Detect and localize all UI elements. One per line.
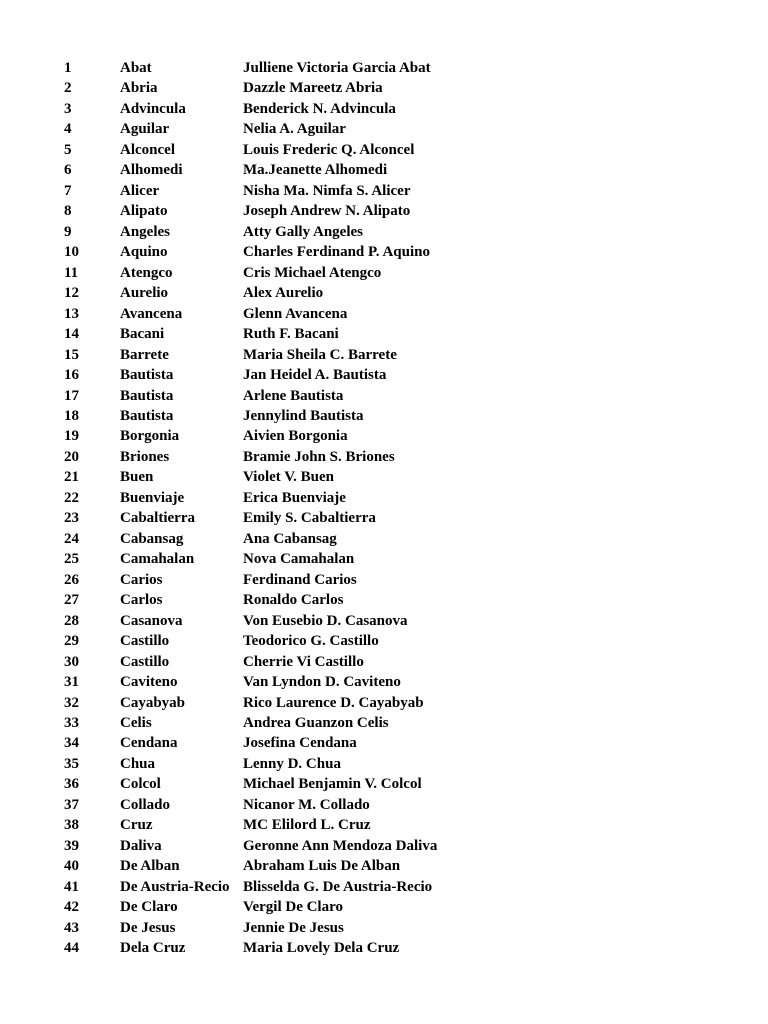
table-row: [64, 672, 744, 692]
row-number: 20: [64, 448, 79, 465]
table-row: [64, 467, 744, 487]
full-name-cell: Nelia A. Aguilar: [243, 121, 346, 138]
table-row: [64, 58, 744, 78]
table-row: [64, 836, 744, 856]
table-row: [64, 795, 744, 815]
surname-cell: De Austria-Recio: [120, 878, 230, 895]
surname-cell: Alipato: [120, 203, 168, 220]
table-row: [64, 652, 744, 672]
surname-cell: Cabaltierra: [120, 510, 195, 527]
table-row: [64, 222, 744, 242]
row-number: 4: [64, 121, 72, 138]
surname-cell: Collado: [120, 796, 171, 813]
surname-cell: Alconcel: [120, 141, 175, 158]
surname-cell: Carlos: [120, 592, 163, 609]
surname-cell: Alhomedi: [120, 162, 183, 179]
table-row: [64, 283, 744, 303]
full-name-cell: Nova Camahalan: [243, 551, 355, 568]
full-name-cell: Abraham Luis De Alban: [243, 858, 401, 875]
full-name-cell: Lenny D. Chua: [243, 755, 341, 772]
row-number: 26: [64, 571, 79, 588]
row-number: 31: [64, 674, 79, 691]
surname-cell: Avancena: [120, 305, 183, 322]
surname-cell: Abat: [120, 60, 152, 76]
full-name-cell: Vergil De Claro: [243, 899, 343, 916]
surname-cell: Atengco: [120, 264, 173, 281]
full-name-cell: Jennie De Jesus: [243, 919, 344, 936]
row-number: 19: [64, 428, 79, 445]
row-number: 9: [64, 223, 72, 240]
surname-cell: Bautista: [120, 387, 174, 404]
table-row: [64, 140, 744, 160]
full-name-cell: Michael Benjamin V. Colcol: [243, 776, 422, 793]
row-number: 15: [64, 346, 79, 363]
full-name-cell: Nisha Ma. Nimfa S. Alicer: [243, 182, 411, 199]
full-name-cell: Erica Buenviaje: [243, 489, 346, 506]
row-number: 21: [64, 469, 79, 486]
table-row: [64, 611, 744, 631]
row-number: 11: [64, 264, 79, 281]
surname-cell: Abria: [120, 80, 158, 97]
surname-cell: Celis: [120, 715, 152, 731]
row-number: 41: [64, 878, 79, 895]
surname-cell: Aguilar: [120, 121, 170, 138]
full-name-cell: Cris Michael Atengco: [243, 264, 382, 281]
full-name-cell: Maria Sheila C. Barrete: [243, 346, 397, 363]
surname-cell: Alicer: [120, 182, 160, 199]
full-name-cell: Emily S. Cabaltierra: [243, 510, 376, 527]
full-name-cell: Nicanor M. Collado: [243, 796, 370, 813]
row-number: 30: [64, 653, 79, 670]
full-name-cell: Julliene Victoria Garcia Abat: [243, 60, 431, 76]
full-name-cell: Josefina Cendana: [243, 735, 357, 752]
surname-cell: Bautista: [120, 367, 174, 384]
full-name-cell: Ronaldo Carlos: [243, 592, 344, 609]
row-number: 8: [64, 203, 72, 220]
full-name-cell: Ferdinand Carios: [243, 571, 357, 588]
full-name-cell: Charles Ferdinand P. Aquino: [243, 244, 430, 261]
table-row: [64, 304, 744, 324]
row-number: 43: [64, 919, 79, 936]
full-name-cell: Aivien Borgonia: [243, 428, 348, 445]
row-number: 34: [64, 735, 79, 752]
name-roster-table: [64, 58, 744, 959]
table-row: [64, 877, 744, 897]
surname-cell: Buen: [120, 469, 154, 486]
row-number: 29: [64, 633, 79, 650]
table-row: [64, 815, 744, 835]
row-number: 42: [64, 899, 79, 916]
full-name-cell: MC Elilord L. Cruz: [243, 817, 371, 834]
table-row: [64, 426, 744, 446]
surname-cell: De Alban: [120, 858, 180, 875]
row-number: 38: [64, 817, 79, 834]
surname-cell: Daliva: [120, 837, 162, 854]
full-name-cell: Glenn Avancena: [243, 305, 348, 322]
surname-cell: Briones: [120, 448, 170, 465]
surname-cell: Barrete: [120, 346, 169, 363]
table-row: [64, 733, 744, 753]
table-row: [64, 938, 744, 958]
row-number: 40: [64, 858, 79, 875]
table-row: [64, 263, 744, 283]
row-number: 13: [64, 305, 79, 322]
row-number: 22: [64, 489, 79, 506]
row-number: 37: [64, 796, 79, 813]
surname-cell: Aquino: [120, 244, 168, 261]
table-row: [64, 897, 744, 917]
surname-cell: Castillo: [120, 653, 170, 670]
row-number: 14: [64, 326, 79, 343]
full-name-cell: Dazzle Mareetz Abria: [243, 80, 383, 97]
full-name-cell: Blisselda G. De Austria-Recio: [243, 878, 433, 895]
table-row: [64, 570, 744, 590]
row-number: 39: [64, 837, 79, 854]
table-row: [64, 754, 744, 774]
table-row: [64, 693, 744, 713]
row-number: 5: [64, 141, 72, 158]
row-number: 17: [64, 387, 79, 404]
table-row: [64, 590, 744, 610]
surname-cell: Dela Cruz: [120, 940, 186, 957]
table-row: [64, 181, 744, 201]
surname-cell: Cruz: [120, 817, 153, 834]
row-number: 24: [64, 530, 79, 547]
table-row: [64, 488, 744, 508]
surname-cell: Casanova: [120, 612, 183, 629]
table-row: [64, 160, 744, 180]
table-row: [64, 529, 744, 549]
table-row: [64, 918, 744, 938]
full-name-cell: Teodorico G. Castillo: [243, 633, 379, 650]
table-row: [64, 856, 744, 876]
row-number: 2: [64, 80, 72, 97]
surname-cell: Castillo: [120, 633, 170, 650]
row-number: 10: [64, 244, 79, 261]
full-name-cell: Jan Heidel A. Bautista: [243, 367, 387, 384]
surname-cell: Caviteno: [120, 674, 178, 691]
surname-cell: De Jesus: [120, 919, 176, 936]
table-row: [64, 774, 744, 794]
surname-cell: De Claro: [120, 899, 178, 916]
row-number: 25: [64, 551, 79, 568]
full-name-cell: Atty Gally Angeles: [243, 223, 363, 240]
full-name-cell: Rico Laurence D. Cayabyab: [243, 694, 424, 711]
table-row: [64, 447, 744, 467]
surname-cell: Colcol: [120, 776, 161, 793]
table-row: [64, 406, 744, 426]
full-name-cell: Ruth F. Bacani: [243, 326, 339, 343]
surname-cell: Borgonia: [120, 428, 180, 445]
full-name-cell: Ma.Jeanette Alhomedi: [243, 162, 388, 179]
table-row: [64, 508, 744, 528]
table-row: [64, 365, 744, 385]
row-number: 44: [64, 940, 79, 957]
table-row: [64, 78, 744, 98]
full-name-cell: Violet V. Buen: [243, 469, 334, 486]
full-name-cell: Joseph Andrew N. Alipato: [243, 203, 411, 220]
full-name-cell: Ana Cabansag: [243, 530, 337, 547]
row-number: 36: [64, 776, 79, 793]
row-number: 32: [64, 694, 79, 711]
surname-cell: Bautista: [120, 407, 174, 424]
row-number: 16: [64, 367, 79, 384]
surname-cell: Chua: [120, 755, 156, 772]
row-number: 1: [64, 60, 72, 76]
table-row: [64, 549, 744, 569]
full-name-cell: Jennylind Bautista: [243, 407, 364, 424]
full-name-cell: Alex Aurelio: [243, 285, 324, 302]
surname-cell: Advincula: [120, 100, 186, 117]
surname-cell: Bacani: [120, 326, 165, 343]
row-number: 6: [64, 162, 72, 179]
row-number: 7: [64, 182, 72, 199]
table-row: [64, 99, 744, 119]
surname-cell: Aurelio: [120, 285, 169, 302]
full-name-cell: Andrea Guanzon Celis: [243, 715, 389, 731]
row-number: 12: [64, 285, 79, 302]
full-name-cell: Cherrie Vi Castillo: [243, 653, 364, 670]
table-row: [64, 345, 744, 365]
row-number: 33: [64, 715, 79, 731]
row-number: 3: [64, 100, 72, 117]
row-number: 27: [64, 592, 79, 609]
full-name-cell: Von Eusebio D. Casanova: [243, 612, 408, 629]
full-name-cell: Benderick N. Advincula: [243, 100, 396, 117]
surname-cell: Cabansag: [120, 530, 184, 547]
table-row: [64, 201, 744, 221]
row-number: 23: [64, 510, 79, 527]
row-number: 18: [64, 407, 79, 424]
full-name-cell: Arlene Bautista: [243, 387, 344, 404]
surname-cell: Camahalan: [120, 551, 195, 568]
full-name-cell: Louis Frederic Q. Alconcel: [243, 141, 415, 158]
row-number: 28: [64, 612, 79, 629]
table-row: [64, 324, 744, 344]
full-name-cell: Maria Lovely Dela Cruz: [243, 940, 400, 957]
surname-cell: Angeles: [120, 223, 170, 240]
surname-cell: Cendana: [120, 735, 178, 752]
row-number: 35: [64, 755, 79, 772]
surname-cell: Buenviaje: [120, 489, 185, 506]
full-name-cell: Van Lyndon D. Caviteno: [243, 674, 401, 691]
surname-cell: Carios: [120, 571, 163, 588]
full-name-cell: Bramie John S. Briones: [243, 448, 395, 465]
surname-cell: Cayabyab: [120, 694, 186, 711]
table-row: [64, 242, 744, 262]
full-name-cell: Geronne Ann Mendoza Daliva: [243, 837, 438, 854]
table-row: [64, 386, 744, 406]
table-row: [64, 119, 744, 139]
table-row: [64, 631, 744, 651]
table-row: [64, 713, 744, 733]
